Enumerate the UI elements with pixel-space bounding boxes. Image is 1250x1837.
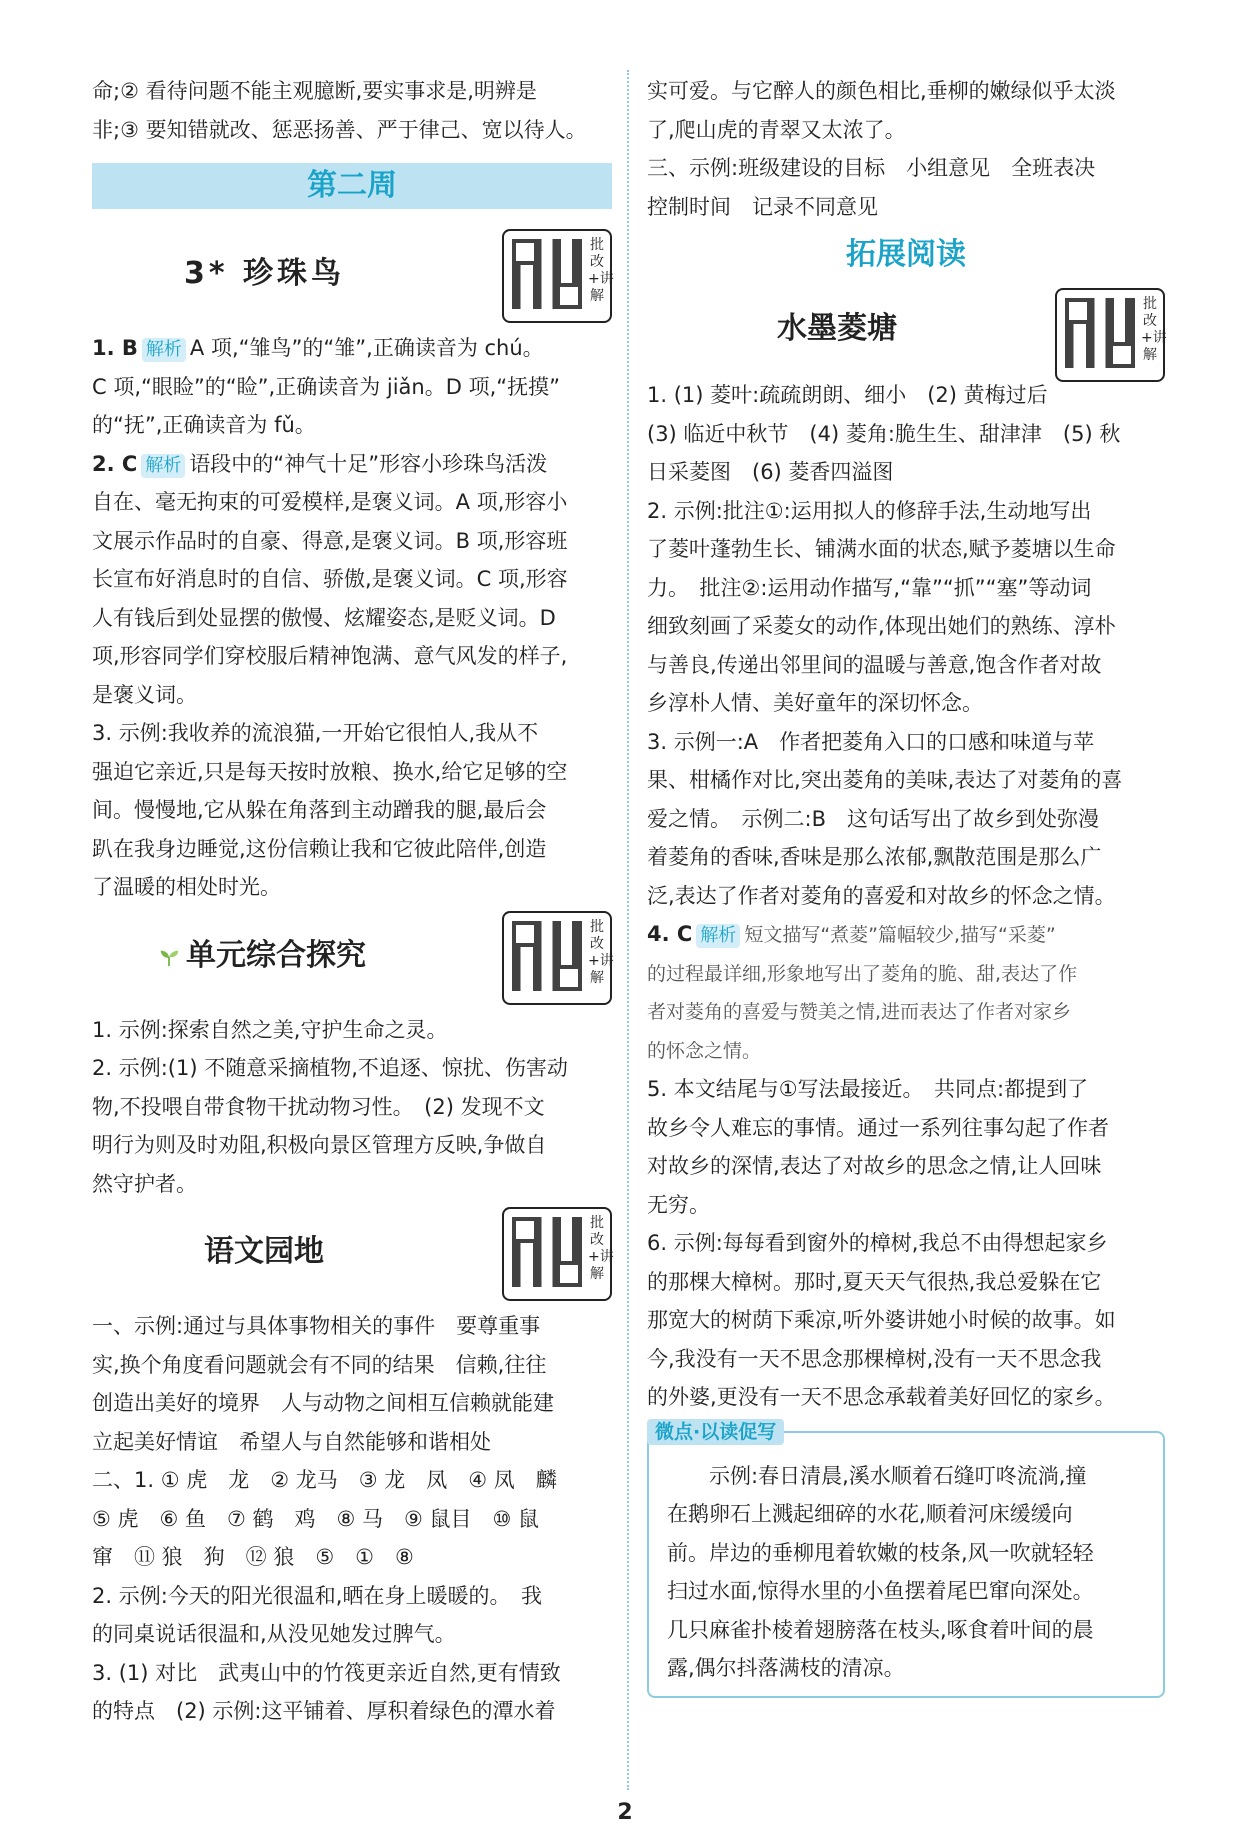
sprout-icon bbox=[158, 946, 180, 968]
qr-tag: 批改+讲解 bbox=[588, 918, 614, 986]
section-header-yuwenyuandi bbox=[92, 1203, 612, 1307]
answer-1: 1. B 解析 A 项,“雏鸟”的“雏”,正确读音为 chú。 bbox=[92, 336, 544, 360]
answers-zhenzhuniao: 1. B 解析 A 项,“雏鸟”的“雏”,正确读音为 chú。 C 项,“眼睑”的“睑”,正确读音为 jiǎn。D 项,“抚摸” 的“抚”,正确读音为 fǔ。 2. C 解析 语段中的“神气十足”形容小珍珠鸟活泼 自在、毫无拘束的可爱模样,是褒义词。A 项,形容小 文展示作品时的自豪、得意,是褒义词。B 项,形容班 长宣布好消息时的自信、骄傲,是褒义词。C 项,形容 人有钱后到处显摆的傲慢、炫耀姿态,是贬义词。D 项,形容同学们穿校服后精神饱满、意气风发的样子, 是褒义词。 3. 示例:我收养的流浪猫,一开始它很怕人,我从不 强迫它亲近,只是每天按时放粮、换水,给它足够的空 间。慢慢地,它从躲在角落到主动蹭我的腿,最后会 趴在我身边睡觉,这份信赖让我和它彼此陪伴,创造 了温暖的相处时光。 bbox=[92, 329, 612, 907]
section-title: 单元综合探究 bbox=[186, 937, 366, 973]
analysis-tag: 解析 bbox=[142, 338, 186, 362]
qr-tag: 批改+讲解 bbox=[588, 1215, 614, 1282]
qr-tag: 批改+讲解 bbox=[1141, 296, 1167, 363]
qr-code[interactable] bbox=[502, 911, 612, 1005]
section-title: 3* 珍珠鸟 bbox=[184, 256, 346, 291]
answer-2: 2. C 解析 语段中的“神气十足”形容小珍珠鸟活泼 bbox=[92, 451, 548, 476]
week-title-bar: 第二周 bbox=[92, 163, 612, 209]
qr-icon bbox=[512, 1217, 582, 1287]
continued-text: 实可爱。与它醉人的颜色相比,垂柳的嫩绿似乎太淡 了,爬山虎的青翠又太浓了。 三、示例:班级建设的目标 小组意见 全班表决 控制时间 记录不同意见 bbox=[647, 79, 1116, 219]
answers-shuimolingtang: 1. (1) 菱叶:疏疏朗朗、细小 (2) 黄梅过后 (3) 临近中秋节 (4) 菱角:脆生生、甜津津 (5) 秋 日采菱图 (6) 菱香四溢图 2. 示例:批注①:运用拟人的修辞手法,生动地写出 了菱叶蓬勃生长、铺满水面的状态,赋予菱塘以生命 力。 批注②:运用动作描写,“靠”“抓”“塞”等动词 细致刻画了采菱女的动作,体现出她们的熟练、淳朴 与善良,传递出邻里间的温暖与善意,饱含作者对故 乡淳朴人情、美好童年的深切怀念。 3. 示例一:A 作者把菱角入口的口感和味道与苹 果、柑橘作对比,突出菱角的美味,表达了对菱角的喜 爱之情。 示例二:B 这句话写出了故乡到处弥漫 着菱角的香味,香味是那么浓郁,飘散范围是那么广 泛,表达了作者对菱角的喜爱和对故乡的怀念之情。 4. C 解析 短文描写“煮菱”篇幅较少,描写“采菱” 的过程最详细,形象地写出了菱角的脆、甜,表达了作 者对菱角的喜爱与赞美之情,进而表达了作者对家乡 的怀念之情。 5. 本文结尾与①写法最接近。 共同点:都提到了 故乡令人难忘的事情。通过一系列往事勾起了作者 对故乡的深情,表达了对故乡的思念之情,让人回味 无穷。 6. 示例:每每看到窗外的樟树,我总不由得想起家乡 的那棵大樟树。那时,夏天天气很热,我总爱躲在它 那宽大的树荫下乘凉,听外婆讲她小时候的故事。如 今,我没有一天不思念那棵樟树,没有一天不思念我 的外婆,更没有一天不思念承载着美好回忆的家乡。 bbox=[647, 376, 1165, 1417]
qr-code[interactable] bbox=[502, 229, 612, 323]
section-header-danyuan bbox=[92, 907, 612, 1011]
section-title: 语文园地 bbox=[204, 1234, 324, 1269]
analysis-tag: 解析 bbox=[141, 454, 185, 478]
page-number: 2 bbox=[617, 1800, 633, 1825]
writing-tip-box: 微点·以读促写 示例:春日清晨,溪水顺着石缝叮咚流淌,撞 在鹅卵石上溅起细碎的水花,顺着河床缓缓向 前。岸边的垂柳甩着软嫩的枝条,风一吹就轻轻 扫过水面,惊得水里的小鱼摆着尾巴窜向深处。 几只麻雀扑棱着翅膀落在枝头,啄食着叶间的晨 露,偶尔抖落满枝的清凉。 bbox=[647, 1431, 1165, 1698]
left-column bbox=[92, 72, 612, 1731]
extended-reading-title: 拓展阅读 bbox=[846, 237, 966, 272]
analysis-tag: 解析 bbox=[696, 924, 740, 948]
answers-yuwenyuandi: 一、示例:通过与具体事物相关的事件 要尊重事 实,换个角度看问题就会有不同的结果 信赖,往往 创造出美好的境界 人与动物之间相互信赖就能建 立起美好情谊 希望人与自然能够和谐相处 二、1. ① 虎 龙 ② 龙马 ③ 龙 凤 ④ 凤 麟 ⑤ 虎 ⑥ 鱼 ⑦ 鹤 鸡 ⑧ 马 ⑨ 鼠目 ⑩ 鼠 窜 ⑪ 狼 狗 ⑫ 狼 ⑤ ① ⑧ 2. 示例:今天的阳光很温和,晒在身上暖暖的。 我 的同桌说话很温和,从没见她发过脾气。 3. (1) 对比 武夷山中的竹筏更亲近自然,更有情致 的特点 (2) 示例:这平铺着、厚积着绿色的潭水着 bbox=[92, 1314, 561, 1723]
section-header-zhenzhuniao bbox=[92, 225, 612, 329]
intro-text: 命;② 看待问题不能主观臆断,要实事求是,明辨是 非;③ 要知错就改、惩恶扬善、严于律己、宽以待人。 bbox=[92, 79, 587, 142]
section-title: 水墨菱塘 bbox=[777, 311, 897, 346]
qr-icon bbox=[512, 239, 582, 309]
section-header-shuimolingtang bbox=[647, 284, 1165, 376]
right-column bbox=[647, 72, 1165, 1698]
qr-icon bbox=[512, 921, 582, 991]
answers-danyuan: 1. 示例:探索自然之美,守护生命之灵。 2. 示例:(1) 不随意采摘植物,不追逐、惊扰、伤害动 物,不投喂自带食物干扰动物习性。 (2) 发现不文 明行为则及时劝阻,积极向景区管理方反映,争做自 然守护者。 bbox=[92, 1017, 568, 1196]
qr-tag: 批改+讲解 bbox=[588, 237, 614, 304]
qr-code[interactable] bbox=[1055, 288, 1165, 382]
answer-4: 4. C 解析 短文描写“煮菱”篇幅较少,描写“采菱” bbox=[647, 922, 1056, 946]
qr-icon bbox=[1065, 298, 1135, 368]
answer-3: 3. 示例:我收养的流浪猫,一开始它很怕人,我从不 bbox=[92, 721, 539, 745]
column-divider bbox=[627, 70, 629, 1790]
writing-tip-tag: 微点·以读促写 bbox=[647, 1419, 784, 1445]
qr-code[interactable] bbox=[502, 1207, 612, 1301]
